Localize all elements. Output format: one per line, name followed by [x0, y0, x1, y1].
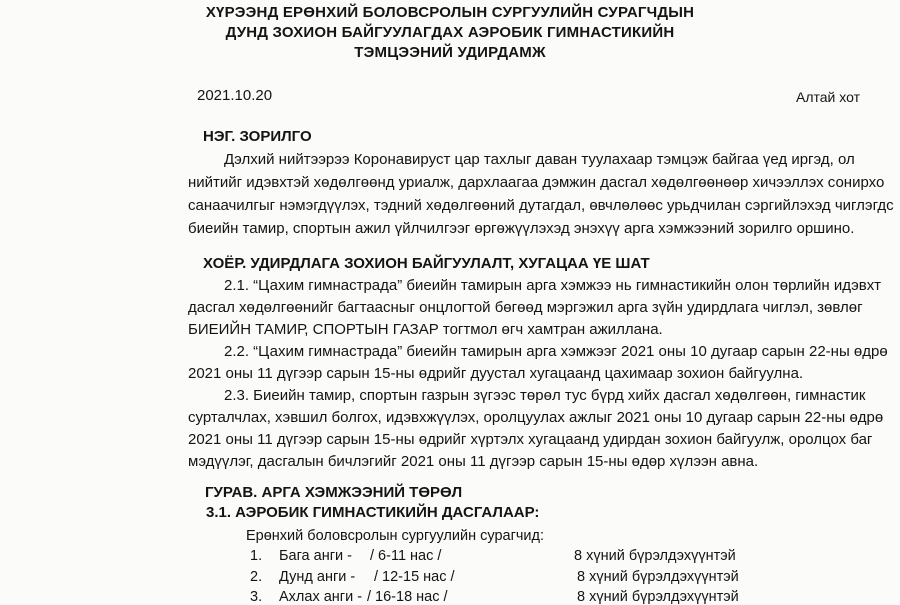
section-3-heading: ГУРАВ. АРГА ХЭМЖЭЭНИЙ ТӨРӨЛ	[205, 484, 463, 501]
list-item-team: 8 хүний бүрэлдэхүүнтэй	[577, 589, 739, 605]
list-item-age: / 12-15 нас /	[374, 569, 455, 585]
section-2-line: 2021 оны 11 дүгээр сарын 15-ны өдрийг хүртэлх хугацаанд удирдан зохион байгуулж, оролцох баг	[188, 431, 873, 448]
document-title-line-2: ДУНД ЗОХИОН БАЙГУУЛАГДАХ АЭРОБИК ГИМНАСТИКИЙН	[225, 24, 675, 41]
section-1-line: Дэлхий нийтээрээ Коронавируст цар тахлыг даван туулахаар тэмцэж байгаа үед иргэд, ол	[224, 151, 855, 168]
section-2-line: сурталчлах, хэвшил болгох, идэвхжүүлэх, оролцуулах ажлыг 2021 оны 10 дугаар сарын 22-ны өдрө	[188, 409, 884, 426]
list-item-age: / 16-18 нас /	[367, 589, 448, 605]
section-2-heading: ХОЁР. УДИРДЛАГА ЗОХИОН БАЙГУУЛАЛТ, ХУГАЦАА ҮЕ ШАТ	[203, 255, 650, 272]
section-1-line: биеийн тамир, спортын ажил үйлчилгээг өргөжүүлэхэд энэхүү арга хэмжээний зорилго оршино.	[188, 220, 855, 237]
section-1-line: санаачилгыг нэмэгдүүлэх, тэдний хөдөлгөөний дутагдал, өвчлөлөөс урьдчилан сэргийлэхэд чиглэгдс	[188, 197, 894, 214]
section-3-intro: Ерөнхий боловсролын сургуулийн сурагчид:	[246, 528, 545, 544]
list-item-number: 2.	[250, 569, 263, 585]
section-2-line: 2021 оны 11 дүгээр сарын 15-ны өдрийг дуустал хугацаанд цахимаар зохион байгуулна.	[188, 365, 804, 382]
section-2-line: БИЕИЙН ТАМИР, СПОРТЫН ГАЗАР тогтмол өгч хамтран ажиллана.	[188, 321, 663, 338]
section-2-line: мэдүүлэг, дасгалын бичлэгийг 2021 оны 11 дүгээр сарын 15-ны өдөр хүлээн авна.	[188, 453, 759, 470]
section-3-subheading: 3.1. АЭРОБИК ГИМНАСТИКИЙН ДАСГАЛААР:	[206, 504, 540, 521]
section-2-line: 2.2. “Цахим гимнастрада” биеийн тамирын арга хэмжээг 2021 оны 10 дугаар сарын 22-ны өдрө	[224, 343, 888, 360]
document-title-line-3: ТЭМЦЭЭНИЙ УДИРДАМЖ	[354, 44, 546, 61]
list-item-name: Дунд анги -	[279, 569, 356, 585]
list-item-age: / 6-11 нас /	[370, 548, 442, 564]
document-date: 2021.10.20	[197, 87, 273, 104]
section-2-line: дасгал хөдөлгөөнийг багтаасныг онцлогтой бөгөөд мэргэжил арга зүйн удирдлага чиглэл, зөвлөг	[188, 299, 863, 316]
list-item-name: Бага анги -	[279, 548, 352, 564]
document-title-line-1: ХҮРЭЭНД ЕРӨНХИЙ БОЛОВСРОЛЫН СУРГУУЛИЙН СУРАГЧДЫН	[205, 4, 695, 21]
document-place: Алтай хот	[796, 89, 860, 105]
list-item-team: 8 хүний бүрэлдэхүүнтэй	[577, 569, 739, 585]
list-item-name: Ахлах анги -	[279, 589, 363, 605]
section-2-line: 2.3. Биеийн тамир, спортын газрын зүгээс төрөл тус бүрд хийх дасгал хөдөлгөөн, гимнастик	[224, 387, 866, 404]
section-2-line: 2.1. “Цахим гимнастрада” биеийн тамирын арга хэмжээ нь гимнастикийн олон төрлийн идэвхт	[224, 277, 881, 294]
section-1-heading: НЭГ. ЗОРИЛГО	[203, 128, 312, 145]
list-item-number: 3.	[250, 589, 263, 605]
list-item-team: 8 хүний бүрэлдэхүүнтэй	[574, 548, 736, 564]
list-item-number: 1.	[250, 548, 263, 564]
section-1-line: нийтийг идэвхтэй хөдөлгөөнд уриалж, дархлаагаа дэмжин дасгал хөдөлгөөнөөр хичээллэх сонирхо	[188, 174, 885, 191]
